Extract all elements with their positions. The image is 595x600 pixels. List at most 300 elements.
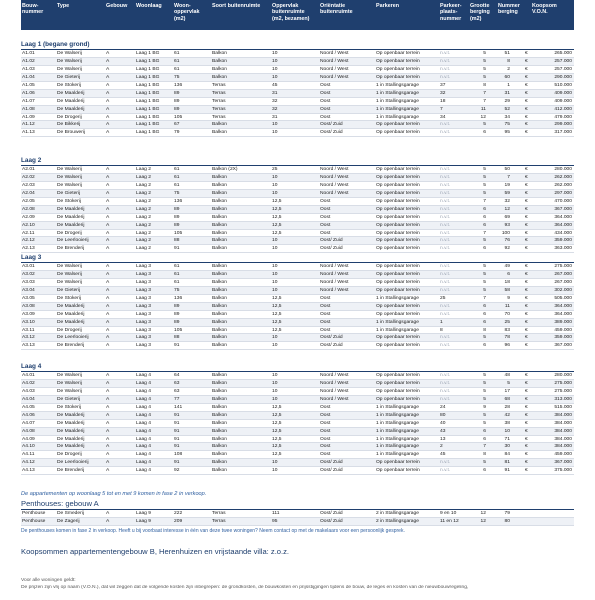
cell-bouwnummer: A3.05: [22, 295, 35, 301]
cell-woonlaag: Laag 1 BG: [136, 82, 160, 88]
cell-parkeerplaats: n.v.t.: [440, 396, 451, 402]
cell-parkeren: 1 in Stallingsgarage: [376, 436, 419, 442]
penthouses-note: De penthouses komen in fase 2 in verkoop. Heeft u bij voorbaat interesse in één van deze twee woningen? Neem contact op met de makelaars voor een persoonlijk gesprek.: [21, 528, 405, 534]
cell-orientatie: Noord / West: [320, 66, 349, 72]
cell-orientatie: Noord / West: [320, 182, 349, 188]
cell-berging-nummer: 80: [504, 518, 510, 524]
cell-bouwnummer: A4.12: [22, 460, 35, 466]
cell-euro: €: [525, 468, 528, 474]
cell-berging-grootte: 5: [483, 271, 486, 277]
cell-buitenruimte: Terras: [212, 511, 226, 516]
cell-euro: €: [525, 167, 528, 172]
cell-oppervlak-buiten: 10: [272, 264, 278, 269]
cell-orientatie: Oost: [320, 319, 331, 325]
table-row: [21, 467, 574, 475]
cell-oppervlak: 61: [174, 182, 180, 188]
cell-euro: €: [525, 206, 528, 212]
cell-woonlaag: Laag 4: [136, 420, 151, 426]
cell-buitenruimte: Balkon: [212, 66, 227, 72]
cell-gebouw: A: [106, 271, 110, 277]
cell-bouwnummer: A3.02: [22, 271, 35, 277]
cell-koopsom: 265.000: [554, 51, 572, 56]
table-row: [21, 420, 574, 428]
cell-euro: €: [525, 66, 528, 72]
cell-parkeerplaats: 13: [440, 436, 446, 442]
cell-bouwnummer: A1.08: [22, 106, 35, 112]
cell-buitenruimte: Balkon: [212, 428, 227, 434]
cell-woonlaag: Laag 1 BG: [136, 51, 160, 56]
header-gebouw: Gebouw: [106, 3, 128, 9]
cell-buitenruimte: Terras: [212, 114, 226, 120]
cell-berging-grootte: 5: [483, 238, 486, 244]
cell-oppervlak-buiten: 12,5: [272, 214, 282, 220]
cell-type: De Maalderij: [57, 436, 85, 442]
table-row: [21, 237, 574, 245]
cell-buitenruimte: Balkon: [212, 214, 227, 220]
cell-parkeren: 1 in Stallingsgarage: [376, 327, 419, 333]
cell-berging-grootte: 6: [483, 428, 486, 434]
table-row: [21, 114, 574, 122]
cell-parkeren: Op openbaar terrein: [376, 74, 420, 80]
cell-oppervlak: 141: [174, 404, 183, 410]
cell-berging-nummer: 83: [504, 327, 510, 333]
cell-woonlaag: Laag 1 BG: [136, 66, 160, 72]
cell-koopsom: 275.000: [554, 388, 572, 394]
cell-parkeerplaats: n.v.t.: [440, 335, 451, 341]
cell-oppervlak-buiten: 10: [272, 287, 278, 293]
header-oppervlak: Woon- oppervlak (m2): [174, 3, 200, 22]
cell-oppervlak-buiten: 45: [272, 82, 278, 88]
cell-bouwnummer: A2.11: [22, 230, 35, 236]
cell-gebouw: A: [106, 90, 110, 96]
cell-bouwnummer: A4.06: [22, 412, 35, 418]
cell-buitenruimte: Balkon: [212, 412, 227, 418]
cell-berging-nummer: 42: [504, 412, 510, 418]
table-row: [21, 295, 574, 303]
cell-oppervlak-buiten: 10: [272, 335, 278, 341]
cell-type: De Maalderij: [57, 222, 85, 228]
table-row: [21, 380, 574, 388]
cell-berging-nummer: 34: [504, 114, 510, 120]
cell-orientatie: Oost: [320, 420, 331, 426]
cell-parkeerplaats: n.v.t.: [440, 58, 451, 64]
cell-oppervlak: 89: [174, 106, 180, 112]
cell-orientatie: Noord / West: [320, 264, 349, 269]
cell-bouwnummer: A2.12: [22, 238, 35, 244]
cell-woonlaag: Laag 1 BG: [136, 90, 160, 96]
cell-berging-grootte: 6: [483, 436, 486, 442]
cell-gebouw: A: [106, 412, 110, 418]
cell-woonlaag: Laag 3: [136, 279, 151, 285]
cell-buitenruimte: Balkon: [212, 327, 227, 333]
cell-oppervlak: 91: [174, 246, 180, 252]
cell-bouwnummer: A1.03: [22, 66, 35, 72]
penthouses-rows: [21, 509, 574, 526]
cell-orientatie: Noord / West: [320, 271, 349, 277]
cell-oppervlak-buiten: 10: [272, 190, 278, 196]
cell-woonlaag: Laag 4: [136, 404, 151, 410]
table-header-band: [21, 0, 574, 30]
table-row: [21, 279, 574, 287]
cell-orientatie: Oost: [320, 404, 331, 410]
cell-buitenruimte: Balkon: [212, 58, 227, 64]
cell-oppervlak-buiten: 12,5: [272, 295, 282, 301]
cell-oppervlak-buiten: 10: [272, 279, 278, 285]
cell-orientatie: Noord / West: [320, 287, 349, 293]
cell-woonlaag: Laag 2: [136, 238, 151, 244]
cell-berging-nummer: 48: [504, 373, 510, 378]
cell-koopsom: 280.000: [554, 167, 572, 172]
cell-berging-nummer: 50: [504, 167, 510, 172]
table-row: [21, 198, 574, 206]
cell-berging-nummer: 93: [504, 222, 510, 228]
header-buitenruimte: Soort buitenruimte: [212, 3, 261, 9]
cell-bouwnummer: A1.02: [22, 58, 35, 64]
cell-gebouw: A: [106, 287, 110, 293]
cell-bouwnummer: A3.08: [22, 303, 35, 309]
table-row: [21, 190, 574, 198]
cell-oppervlak: 75: [174, 190, 180, 196]
cell-berging-nummer: 92: [504, 246, 510, 252]
cell-oppervlak-buiten: 10: [272, 58, 278, 64]
cell-buitenruimte: Balkon: [212, 295, 227, 301]
cell-gebouw: A: [106, 167, 110, 172]
cell-berging-nummer: 6: [507, 271, 510, 277]
cell-parkeren: 2 in Stallingsgarage: [376, 511, 419, 516]
cell-orientatie: Noord / West: [320, 174, 349, 180]
cell-berging-grootte: 5: [483, 388, 486, 394]
cell-parkeren: Op openbaar terrein: [376, 206, 420, 212]
cell-gebouw: A: [106, 327, 110, 333]
cell-euro: €: [525, 182, 528, 188]
cell-bouwnummer: A3.12: [22, 335, 35, 341]
cell-woonlaag: Laag 3: [136, 295, 151, 301]
cell-oppervlak: 91: [174, 460, 180, 466]
cell-euro: €: [525, 58, 528, 64]
cell-woonlaag: Laag 4: [136, 388, 151, 394]
cell-euro: €: [525, 114, 528, 120]
cell-gebouw: A: [106, 206, 110, 212]
cell-berging-nummer: 71: [504, 436, 510, 442]
cell-parkeren: Op openbaar terrein: [376, 58, 420, 64]
cell-parkeren: Op openbaar terrein: [376, 130, 420, 136]
cell-berging-grootte: 5: [483, 460, 486, 466]
cell-type: De Maalderij: [57, 90, 85, 96]
cell-oppervlak-buiten: 10: [272, 182, 278, 188]
cell-oppervlak-buiten: 10: [272, 51, 278, 56]
cell-type: De Maalderij: [57, 444, 85, 450]
cell-orientatie: Oost: [320, 106, 331, 112]
cell-bouwnummer: A1.01: [22, 51, 35, 56]
cell-berging-nummer: 10: [504, 428, 510, 434]
cell-koopsom: 367.000: [554, 206, 572, 212]
cell-berging-nummer: 28: [504, 404, 510, 410]
cell-oppervlak-buiten: 12,5: [272, 327, 282, 333]
cell-buitenruimte: Balkon: [212, 74, 227, 80]
cell-buitenruimte: Balkon: [212, 190, 227, 196]
cell-berging-grootte: 7: [483, 295, 486, 301]
cell-parkeren: 1 in Stallingsgarage: [376, 404, 419, 410]
cell-parkeren: Op openbaar terrein: [376, 287, 420, 293]
cell-berging-grootte: 5: [483, 335, 486, 341]
cell-euro: €: [525, 460, 528, 466]
cell-berging-grootte: 6: [483, 319, 486, 325]
cell-koopsom: 257.000: [554, 66, 572, 72]
cell-orientatie: Oost: [320, 82, 331, 88]
cell-parkeren: Op openbaar terrein: [376, 373, 420, 378]
cell-orientatie: Noord / West: [320, 279, 349, 285]
cell-orientatie: Oost: [320, 114, 331, 120]
header-parkeren: Parkeren: [376, 3, 400, 9]
cell-type: De Brenderij: [57, 468, 85, 474]
cell-gebouw: A: [106, 303, 110, 309]
cell-euro: €: [525, 106, 528, 112]
cell-berging-nummer: 9: [507, 295, 510, 301]
koopsommen-link[interactable]: Koopsommen appartementengebouw B, Herenhuizen en vrijstaande villa: z.o.z.: [21, 547, 290, 556]
cell-buitenruimte: Balkon: [212, 404, 227, 410]
cell-berging-nummer: 95: [504, 130, 510, 136]
cell-orientatie: Oost: [320, 428, 331, 434]
cell-woonlaag: Laag 4: [136, 396, 151, 402]
table-row: [21, 428, 574, 436]
cell-berging-nummer: 59: [504, 190, 510, 196]
cell-woonlaag: Laag 4: [136, 428, 151, 434]
cell-oppervlak: 89: [174, 206, 180, 212]
table-row: [21, 271, 574, 279]
section-title: Laag 2: [21, 157, 42, 164]
cell-oppervlak: 75: [174, 74, 180, 80]
cell-koopsom: 359.000: [554, 238, 572, 244]
table-row: [21, 311, 574, 319]
cell-buitenruimte: Balkon: [212, 388, 227, 394]
cell-buitenruimte: Terras: [212, 90, 226, 96]
table-row: [21, 174, 574, 182]
cell-parkeerplaats: n.v.t.: [440, 246, 451, 252]
cell-bouwnummer: A4.04: [22, 396, 35, 402]
cell-parkeerplaats: n.v.t.: [440, 460, 451, 466]
cell-bouwnummer: A2.03: [22, 182, 35, 188]
cell-oppervlak: 91: [174, 412, 180, 418]
penthouses-title: Penthouses: gebouw A: [21, 499, 99, 508]
cell-berging-grootte: 5: [483, 51, 486, 56]
cell-parkeerplaats: n.v.t.: [440, 287, 451, 293]
cell-koopsom: 290.000: [554, 74, 572, 80]
cell-bouwnummer: A4.10: [22, 444, 35, 450]
cell-buitenruimte: Terras: [212, 518, 226, 524]
table-row: [21, 327, 574, 335]
cell-type: De Gieterij: [57, 396, 81, 402]
cell-oppervlak-buiten: 10: [272, 130, 278, 136]
cell-type: De Maalderij: [57, 303, 85, 309]
header-orientatie: Oriëntatie buitenruimte: [320, 3, 353, 16]
cell-bouwnummer: A2.08: [22, 206, 35, 212]
table-row: [21, 404, 574, 412]
table-row: [21, 319, 574, 327]
cell-bouwnummer: Penthouse: [22, 518, 46, 524]
cell-parkeerplaats: 7: [440, 106, 443, 112]
cell-berging-grootte: 7: [483, 198, 486, 204]
cell-oppervlak-buiten: 12,5: [272, 230, 282, 236]
cell-berging-grootte: 5: [483, 58, 486, 64]
cell-woonlaag: Laag 2: [136, 190, 151, 196]
section-laag-3: [21, 253, 574, 350]
cell-woonlaag: Laag 4: [136, 444, 151, 450]
cell-type: De Maalderij: [57, 412, 85, 418]
cell-oppervlak: 88: [174, 335, 180, 341]
cell-berging-grootte: 8: [483, 82, 486, 88]
cell-parkeerplaats: 43: [440, 428, 446, 434]
cell-type: De Drogerij: [57, 327, 82, 333]
cell-parkeren: 1 in Stallingsgarage: [376, 90, 419, 96]
cell-oppervlak-buiten: 31: [272, 114, 278, 120]
cell-gebouw: A: [106, 518, 110, 524]
cell-type: De Maalderij: [57, 206, 85, 212]
cell-berging-grootte: 5: [483, 373, 486, 378]
cell-koopsom: 262.000: [554, 182, 572, 188]
cell-buitenruimte: Balkon: [212, 452, 227, 458]
cell-euro: €: [525, 238, 528, 244]
cell-berging-grootte: 5: [483, 182, 486, 188]
cell-parkeerplaats: 34: [440, 114, 446, 120]
cell-koopsom: 375.000: [554, 468, 572, 474]
cell-type: De Zagerij: [57, 518, 80, 524]
cell-buitenruimte: Balkon: [212, 279, 227, 285]
cell-koopsom: 384.000: [554, 444, 572, 450]
cell-gebouw: A: [106, 295, 110, 301]
cell-koopsom: 515.000: [554, 404, 572, 410]
cell-bouwnummer: A3.04: [22, 287, 35, 293]
cell-bouwnummer: A2.02: [22, 174, 35, 180]
cell-parkeren: Op openbaar terrein: [376, 182, 420, 188]
cell-buitenruimte: Balkon: [212, 303, 227, 309]
cell-koopsom: 384.000: [554, 420, 572, 426]
cell-bouwnummer: A3.10: [22, 319, 35, 325]
cell-orientatie: Oost/ Zuid: [320, 130, 343, 136]
cell-oppervlak: 63: [174, 388, 180, 394]
cell-parkeren: Op openbaar terrein: [376, 230, 420, 236]
cell-type: De Walserij: [57, 388, 82, 394]
cell-oppervlak-buiten: 32: [272, 98, 278, 104]
cell-oppervlak-buiten: 10: [272, 380, 278, 386]
cell-type: De Walserij: [57, 182, 82, 188]
table-row: [21, 121, 574, 129]
cell-parkeerplaats: 8: [440, 327, 443, 333]
cell-euro: €: [525, 82, 528, 88]
cell-gebouw: A: [106, 404, 110, 410]
cell-koopsom: 363.000: [554, 246, 572, 252]
cell-oppervlak: 108: [174, 452, 183, 458]
cell-oppervlak: 91: [174, 444, 180, 450]
cell-berging-nummer: 11: [504, 303, 510, 309]
cell-euro: €: [525, 373, 528, 378]
cell-koopsom: 317.000: [554, 130, 572, 136]
cell-type: De Leerlooierij: [57, 460, 89, 466]
cell-oppervlak: 89: [174, 214, 180, 220]
cell-berging-nummer: 81: [504, 460, 510, 466]
cell-buitenruimte: Balkon: [212, 380, 227, 386]
table-row: [21, 230, 574, 238]
cell-oppervlak-buiten: 25: [272, 167, 278, 172]
cell-berging-grootte: 5: [483, 264, 486, 269]
cell-parkeren: Op openbaar terrein: [376, 167, 420, 172]
cell-oppervlak-buiten: 12,5: [272, 222, 282, 228]
cell-koopsom: 280.000: [554, 373, 572, 378]
cell-koopsom: 434.000: [554, 230, 572, 236]
cell-orientatie: Oost/ Zuid: [320, 238, 343, 244]
cell-woonlaag: Laag 1 BG: [136, 74, 160, 80]
cell-type: De Leerlooierij: [57, 335, 89, 341]
table-row: [21, 372, 574, 380]
cell-woonlaag: Laag 4: [136, 468, 151, 474]
table-row: [21, 106, 574, 114]
cell-parkeerplaats: n.v.t.: [440, 182, 451, 188]
cell-euro: €: [525, 343, 528, 349]
table-row: [21, 66, 574, 74]
cell-berging-grootte: 8: [483, 327, 486, 333]
cell-gebouw: A: [106, 436, 110, 442]
cell-oppervlak: 79: [174, 130, 180, 136]
cell-euro: €: [525, 130, 528, 136]
cell-berging-nummer: 100: [501, 230, 510, 236]
cell-berging-nummer: 70: [504, 311, 510, 317]
cell-parkeren: 1 in Stallingsgarage: [376, 452, 419, 458]
cell-buitenruimte: Balkon: [212, 206, 227, 212]
cell-euro: €: [525, 279, 528, 285]
header-type: Type: [57, 3, 70, 9]
cell-woonlaag: Laag 2: [136, 222, 151, 228]
cell-gebouw: A: [106, 388, 110, 394]
cell-gebouw: A: [106, 373, 110, 378]
cell-euro: €: [525, 420, 528, 426]
cell-gebouw: A: [106, 66, 110, 72]
cell-berging-grootte: 5: [483, 412, 486, 418]
table-row: [21, 214, 574, 222]
cell-buitenruimte: Balkon: [212, 198, 227, 204]
cell-type: De Gieterij: [57, 190, 81, 196]
cell-type: De Brenderij: [57, 246, 85, 252]
cell-woonlaag: Laag 3: [136, 287, 151, 293]
cell-euro: €: [525, 380, 528, 386]
cell-oppervlak-buiten: 95: [272, 518, 278, 524]
cell-woonlaag: Laag 2: [136, 198, 151, 204]
cell-parkeerplaats: n.v.t.: [440, 388, 451, 394]
cell-oppervlak-buiten: 12,5: [272, 319, 282, 325]
cell-oppervlak: 77: [174, 396, 180, 402]
cell-euro: €: [525, 264, 528, 269]
cell-parkeren: Op openbaar terrein: [376, 122, 420, 128]
cell-orientatie: Oost: [320, 90, 331, 96]
cell-parkeerplaats: n.v.t.: [440, 66, 451, 72]
cell-berging-grootte: 11: [480, 106, 486, 112]
cell-oppervlak-buiten: 31: [272, 90, 278, 96]
cell-berging-grootte: 6: [483, 246, 486, 252]
cell-orientatie: Noord / West: [320, 388, 349, 394]
cell-berging-nummer: 32: [504, 198, 510, 204]
cell-gebouw: A: [106, 122, 110, 128]
cell-oppervlak-buiten: 12,5: [272, 452, 282, 458]
cell-koopsom: 384.000: [554, 428, 572, 434]
section-laag-2: [21, 156, 574, 253]
cell-parkeren: Op openbaar terrein: [376, 238, 420, 244]
cell-type: De Maalderij: [57, 428, 85, 434]
cell-berging-nummer: 78: [504, 335, 510, 341]
cell-bouwnummer: A4.09: [22, 436, 35, 442]
cell-parkeren: 2 in Stallingsgarage: [376, 518, 419, 524]
cell-parkeren: Op openbaar terrein: [376, 198, 420, 204]
cell-orientatie: Oost/ Zuid: [320, 343, 343, 349]
cell-orientatie: Oost/ Zuid: [320, 518, 343, 524]
cell-gebouw: A: [106, 74, 110, 80]
